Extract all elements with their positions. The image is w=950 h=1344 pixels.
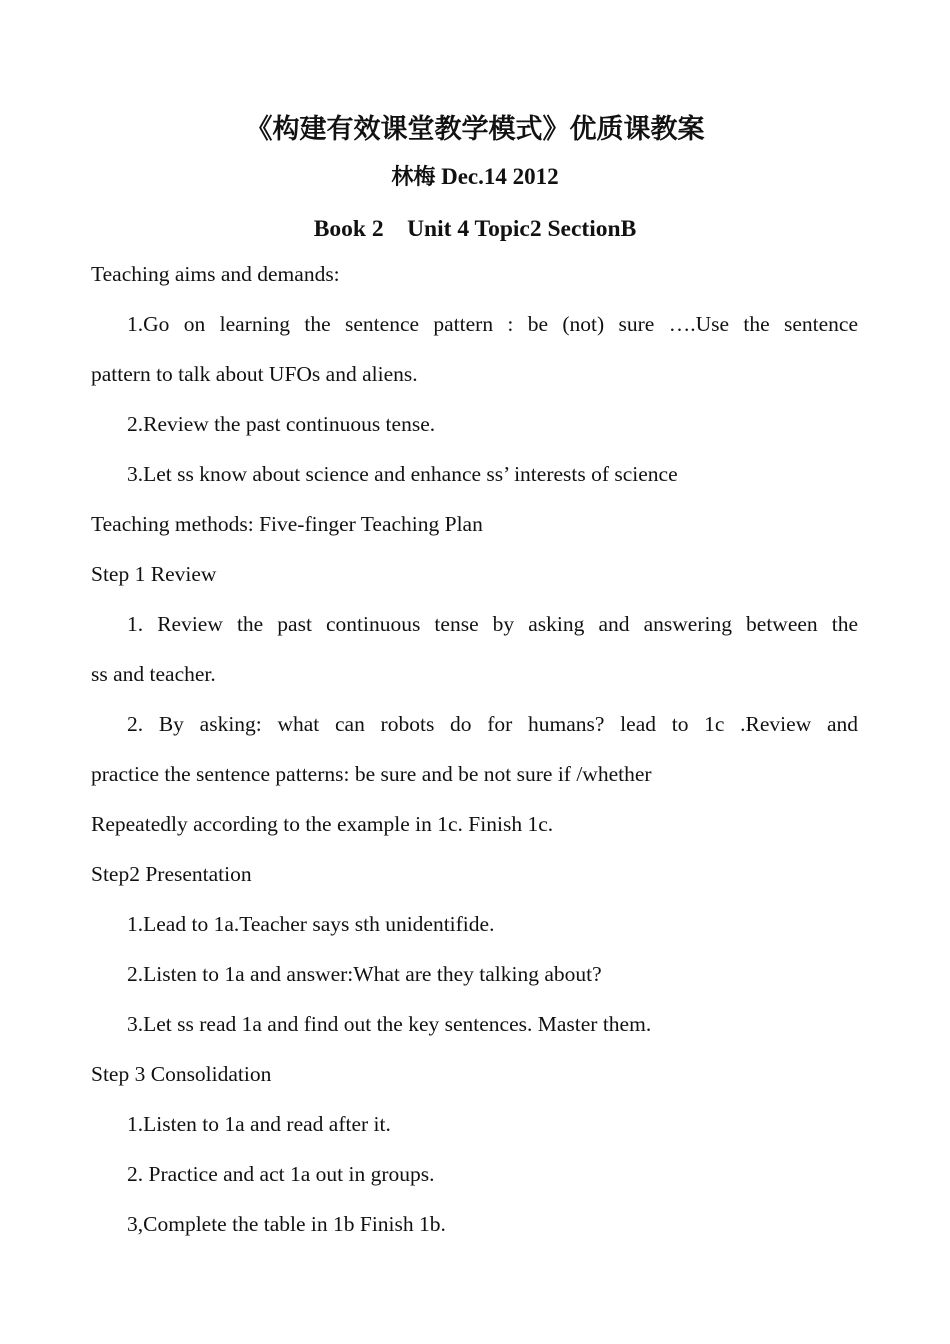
paragraph-line: ss and teacher. bbox=[91, 662, 216, 686]
paragraph-line: Teaching aims and demands: bbox=[91, 262, 340, 286]
paragraph-line: Teaching methods: Five-finger Teaching Plan bbox=[91, 512, 483, 536]
author-line bbox=[0, 160, 950, 191]
paragraph-line: 2. Practice and act 1a out in groups. bbox=[127, 1162, 435, 1186]
paragraph-line: 3.Let ss read 1a and find out the key sentences. Master them. bbox=[127, 1012, 652, 1036]
paragraph-line: Repeatedly according to the example in 1c. Finish 1c. bbox=[91, 812, 554, 836]
paragraph-line: 2.Listen to 1a and answer:What are they talking about? bbox=[127, 962, 602, 986]
paragraph-line: Step 3 Consolidation bbox=[91, 1062, 272, 1086]
paragraph-line: 3,Complete the table in 1b Finish 1b. bbox=[127, 1212, 446, 1236]
paragraph-line: 1.Go on learning the sentence pattern : be (not) sure ….Use the sentence bbox=[127, 312, 858, 336]
paragraph-line: 3.Let ss know about science and enhance ss’ interests of science bbox=[127, 462, 678, 486]
paragraph-line: Step2 Presentation bbox=[91, 862, 252, 886]
author-date: Dec.14 2012 bbox=[441, 164, 559, 189]
document-subtitle: Book 2 Unit 4 Topic2 SectionB bbox=[313, 216, 637, 242]
document-body bbox=[91, 249, 858, 1249]
document-title: 《构建有效课堂教学模式》优质课教案 bbox=[245, 114, 705, 145]
paragraph-line: pattern to talk about UFOs and aliens. bbox=[91, 362, 418, 386]
paragraph-line: Step 1 Review bbox=[91, 562, 217, 586]
paragraph-line: 2. By asking: what can robots do for humans? lead to 1c .Review and bbox=[127, 712, 858, 736]
paragraph-line: 1.Lead to 1a.Teacher says sth unidentifide. bbox=[127, 912, 495, 936]
paragraph-line: 2.Review the past continuous tense. bbox=[127, 412, 436, 436]
author-name: 林梅 bbox=[391, 165, 436, 190]
paragraph-line: 1. Review the past continuous tense by asking and answering between the bbox=[127, 612, 858, 636]
paragraph-line: 1.Listen to 1a and read after it. bbox=[127, 1112, 391, 1136]
paragraph-line: practice the sentence patterns: be sure and be not sure if /whether bbox=[91, 762, 652, 786]
